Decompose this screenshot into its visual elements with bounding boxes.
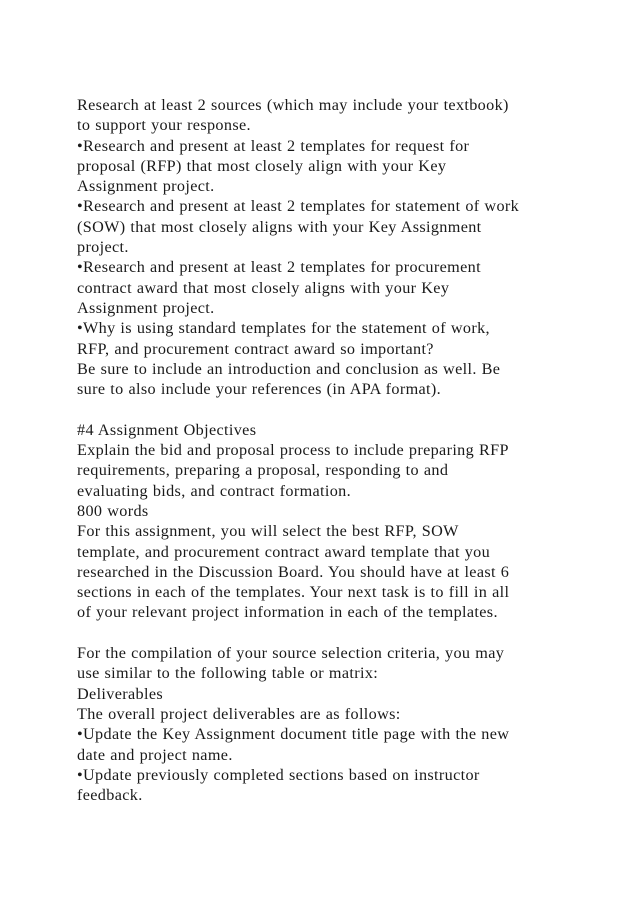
text-line: template, and procurement contract award template that you: [77, 542, 491, 561]
paragraph-spacer: [77, 623, 597, 643]
section-heading: #4 Assignment Objectives: [77, 420, 257, 439]
text-line: contract award that most closely aligns with your Key: [77, 278, 450, 297]
text-line: to support your response.: [77, 116, 251, 135]
text-line: researched in the Discussion Board. You should have at least 6: [77, 562, 510, 581]
text-line: sure to also include your references (in APA format).: [77, 380, 442, 399]
text-line: RFP, and procurement contract award so important?: [77, 339, 434, 358]
text-line: evaluating bids, and contract formation.: [77, 481, 352, 500]
document-body: [77, 95, 597, 805]
text-line: The overall project deliverables are as follows:: [77, 704, 401, 723]
bullet-line: •Update the Key Assignment document title page with the new: [77, 725, 510, 744]
section-heading: Deliverables: [77, 684, 163, 703]
paragraph-spacer: [77, 399, 597, 419]
text-line: proposal (RFP) that most closely align with your Key: [77, 156, 447, 175]
text-line: (SOW) that most closely aligns with your Key Assignment: [77, 217, 482, 236]
text-line: feedback.: [77, 786, 143, 805]
text-line: requirements, preparing a proposal, responding to and: [77, 461, 449, 480]
bullet-line: •Why is using standard templates for the statement of work,: [77, 319, 490, 338]
text-line: Be sure to include an introduction and conclusion as well. Be: [77, 359, 501, 378]
text-line: Research at least 2 sources (which may include your textbook): [77, 96, 509, 114]
bullet-line: •Research and present at least 2 templates for request for: [77, 136, 470, 155]
text-line: project.: [77, 238, 129, 257]
bullet-line: •Research and present at least 2 templates for statement of work: [77, 197, 520, 216]
bullet-line: •Research and present at least 2 templates for procurement: [77, 258, 481, 277]
text-line: date and project name.: [77, 745, 233, 764]
text-line: use similar to the following table or matrix:: [77, 664, 379, 683]
text-line: of your relevant project information in each of the templates.: [77, 603, 498, 622]
text-line: For the compilation of your source selection criteria, you may: [77, 644, 505, 663]
bullet-line: •Update previously completed sections based on instructor: [77, 765, 480, 784]
text-line: Explain the bid and proposal process to include preparing RFP: [77, 441, 509, 460]
text-line: sections in each of the templates. Your next task is to fill in all: [77, 583, 510, 602]
text-line: For this assignment, you will select the best RFP, SOW: [77, 522, 459, 541]
word-count: 800 words: [77, 501, 149, 520]
text-line: Assignment project.: [77, 298, 215, 317]
text-line: Assignment project.: [77, 177, 215, 196]
